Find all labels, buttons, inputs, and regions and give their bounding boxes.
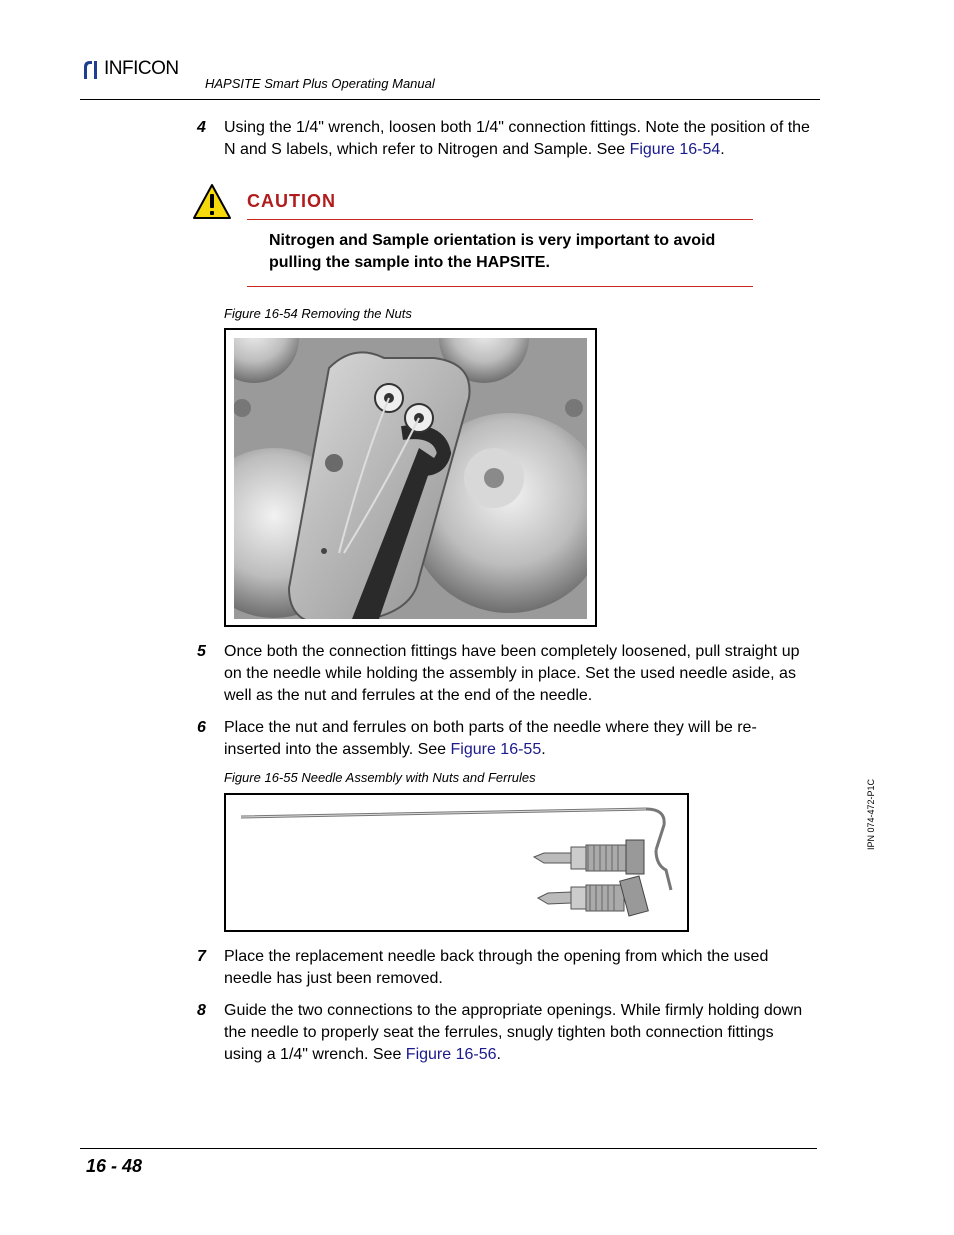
inficon-logo-mark-icon — [80, 58, 102, 80]
step-text-body: Guide the two connections to the appropriate openings. While firmly holding down the needle to properly seat the ferrules, snugly tighten both connection fittings using a 1/4" wrench. See — [224, 1002, 803, 1063]
step-text — [224, 117, 816, 161]
lower-fitting — [538, 876, 648, 916]
step-text — [224, 717, 794, 761]
step-text: Once both the connection fittings have been completely loosened, pull straight up on the needle while holding the assembly in place. Set the used needle aside, as well as the nut and ferrules at the end of the needle. — [224, 643, 800, 704]
step-text: Place the replacement needle back through the opening from which the used needle has just been removed. — [224, 948, 769, 987]
header-rule — [80, 99, 820, 100]
step-number: 5 — [197, 643, 206, 660]
warning-triangle-icon — [192, 183, 232, 220]
step-text — [224, 1000, 816, 1066]
wrench-photo — [234, 338, 587, 619]
step-text-end: . — [541, 741, 546, 758]
figure-caption: Figure 16-55 Needle Assembly with Nuts and Ferrules — [224, 770, 536, 785]
figure-link[interactable]: Figure 16-54 — [629, 141, 721, 158]
footer-rule — [80, 1148, 817, 1149]
step-number: 7 — [197, 948, 206, 965]
manual-title: HAPSITE Smart Plus Operating Manual — [205, 76, 435, 91]
figure-link[interactable]: Figure 16-55 — [450, 741, 542, 758]
figure-removing-nuts — [224, 328, 597, 627]
caution-bottom-rule — [247, 286, 753, 287]
caution-top-rule — [247, 219, 753, 220]
needle-assembly-photo — [226, 795, 687, 930]
step-text-end: . — [720, 141, 725, 158]
figure-caption: Figure 16-54 Removing the Nuts — [224, 306, 412, 321]
step-number: 4 — [197, 119, 206, 136]
figure-link[interactable]: Figure 16-56 — [405, 1046, 497, 1063]
step-number: 6 — [197, 719, 206, 736]
inficon-logo — [80, 58, 179, 80]
page-number: 16 - 48 — [86, 1156, 143, 1176]
logo-text: INFICON — [104, 58, 179, 79]
caution-body: Nitrogen and Sample orientation is very important to avoid pulling the sample into the HAPSITE. — [269, 232, 716, 271]
upper-fitting — [534, 840, 644, 874]
caution-title: CAUTION — [247, 191, 336, 211]
figure-needle-assembly — [224, 793, 689, 932]
document-ipn-label: IPN 074-472-P1C — [866, 778, 876, 850]
step-text-body: Using the 1/4" wrench, loosen both 1/4" connection fittings. Note the position of the N and S labels, which refer to Nitrogen and Sample. See — [224, 119, 810, 158]
step-text-end: . — [496, 1046, 501, 1063]
step-text-body: Place the nut and ferrules on both parts of the needle where they will be re-inserted into the assembly. See — [224, 719, 757, 758]
step-number: 8 — [197, 1002, 206, 1019]
